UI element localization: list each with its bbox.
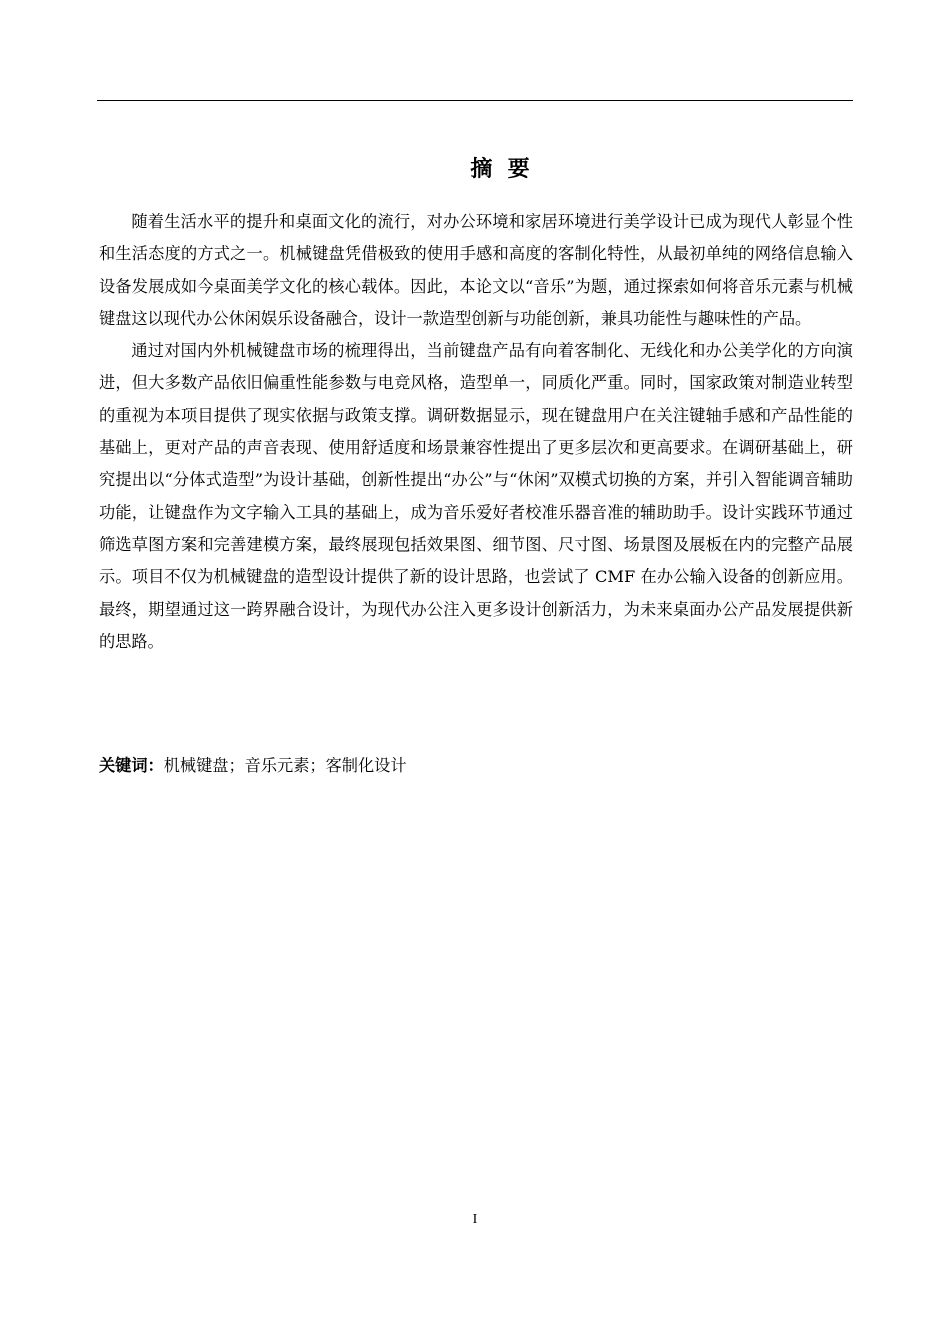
abstract-paragraph-1: 随着生活水平的提升和桌面文化的流行，对办公环境和家居环境进行美学设计已成为现代人彰显个性和生活态度的方式之一。机械键盘凭借极致的使用手感和高度的客制化特性，从最初单纯的网络信息输入设备发展成如今桌面美学文化的核心载体。因此，本论文以“音乐”为题，通过探索如何将音乐元素与机械键盘这以现代办公休闲娱乐设备融合，设计一款造型创新与功能创新，兼具功能性与趣味性的产品。 [99,212,853,328]
abstract-title: 摘 要 [470,157,530,182]
page-number: I [472,1212,478,1227]
abstract-paragraph-2: 通过对国内外机械键盘市场的梳理得出，当前键盘产品有向着客制化、无线化和办公美学化的方向演进，但大多数产品依旧偏重性能参数与电竞风格，造型单一，同质化严重。同时，国家政策对制造业转型的重视为本项目提供了现实依据与政策支撑。调研数据显示，现在键盘用户在关注键轴手感和产品性能的基础上，更对产品的声音表现、使用舒适度和场景兼容性提出了更多层次和更高要求。在调研基础上，研究提出以“分体式造型”为设计基础，创新性提出“办公”与“休闲”双模式切换的方案，并引入智能调音辅助功能，让键盘作为文字输入工具的基础上，成为音乐爱好者校准乐器音准的辅助助手。设计实践环节通过筛选草图方案和完善建模方案，最终展现包括效果图、细节图、尺寸图、场景图及展板在内的完整产品展示。项目不仅为机械键盘的造型设计提供了新的设计思路，也尝试了 CMF 在办公输入设备的创新应用。最终，期望通过这一跨界融合设计，为现代办公注入更多设计创新活力，为未来桌面办公产品发展提供新的思路。 [99,341,853,651]
keywords [99,750,853,782]
keywords-label: 关键词： [99,756,164,775]
abstract-body [99,206,853,658]
header-rule [97,100,853,101]
keywords-value: 机械键盘；音乐元素；客制化设计 [163,756,407,775]
